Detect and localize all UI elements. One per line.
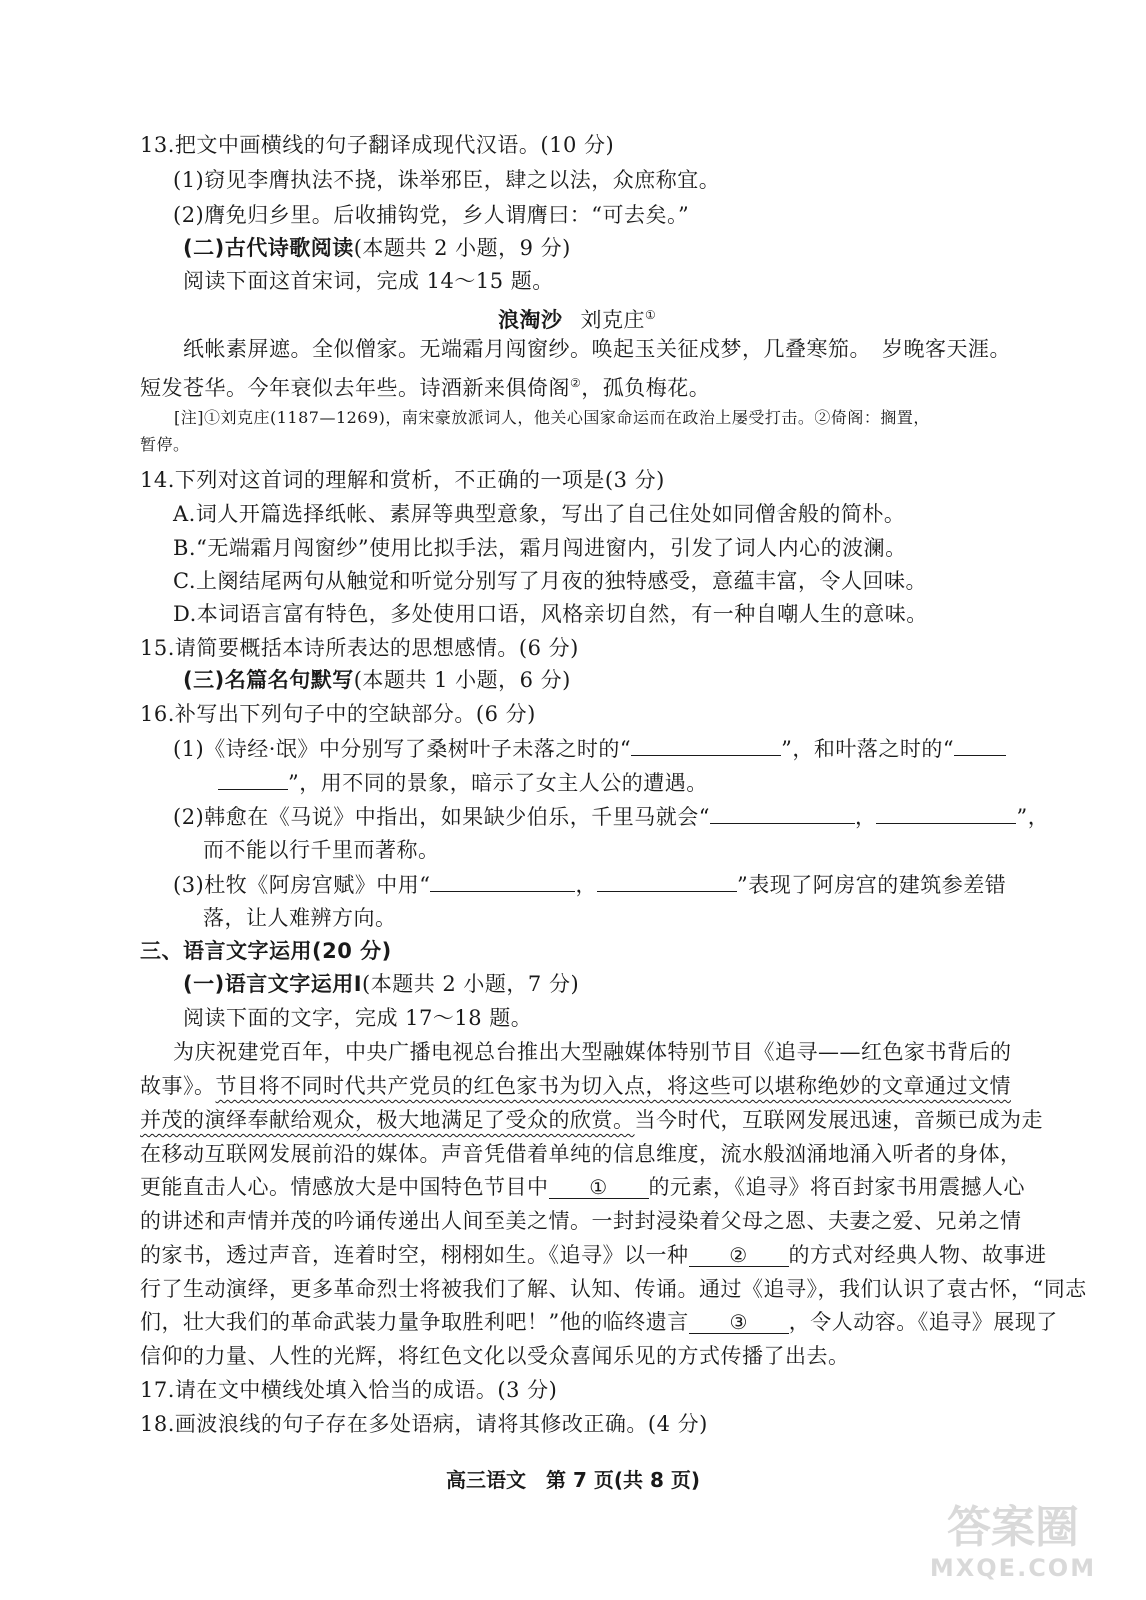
poem-line-2-part-a: 短发苍华。今年衰似去年些。诗酒新来俱倚阁: [140, 376, 570, 400]
passage-line-2-part-a: 故事》。: [140, 1074, 216, 1098]
passage-line-8: 行了生动演绎，更多革命烈士将被我们了解、认知、传诵。通过《追寻》，我们认识了袁古怀，“同志: [140, 1277, 1087, 1301]
passage-line-9-part-b: ，令人动容。《追寻》展现了: [788, 1310, 1058, 1334]
q16-item-1-text-b: ”，和叶落之时的“: [781, 737, 955, 761]
passage-line-5-part-a: 更能直击人心。情感放大是中国特色节目中: [140, 1175, 549, 1199]
section-2-heading: [183, 233, 571, 263]
answer-blank[interactable]: [218, 767, 288, 790]
passage-line-5: [140, 1172, 1025, 1202]
q13-stem: 13.把文中画横线的句子翻译成现代汉语。(10 分): [140, 133, 615, 157]
idiom-blank-3[interactable]: ③: [689, 1311, 789, 1334]
q16-item-1-line-2: [218, 767, 708, 798]
q13-sentence-2: (2)膺免归乡里。后收捕钩党，乡人谓膺曰：“可去矣。”: [173, 203, 690, 227]
section-3-title: (三)名篇名句默写: [183, 668, 354, 692]
passage-line-5-part-b: 的元素，《追寻》将百封家书用震撼人心: [648, 1175, 1025, 1199]
passage-line-7-part-a: 的家书，透过声音，连着时空，栩栩如生。《追寻》以一种: [140, 1243, 689, 1267]
passage-line-6: 的讲述和声情并茂的吟诵传递出人间至美之情。一封封浸染着父母之恩、夫妻之爱、兄弟之情: [140, 1209, 1022, 1233]
passage-line-3: [140, 1105, 1043, 1135]
poem-line-2: [140, 368, 710, 403]
q14-stem: 14.下列对这首词的理解和赏析，不正确的一项是(3 分): [140, 468, 665, 492]
wavy-underlined-sentence: 节目将不同时代共产党员的红色家书为切入点，将这些可以堪称绝妙的文章通过文情: [215, 1074, 1011, 1098]
idiom-blank-1[interactable]: ①: [549, 1176, 649, 1199]
page-footer: 高三语文 第 7 页(共 8 页): [446, 1468, 700, 1492]
section-3-heading: [183, 665, 571, 695]
answer-blank[interactable]: [597, 869, 737, 892]
passage-line-7: [140, 1240, 1047, 1270]
section-3-note: (本题共 1 小题，6 分): [353, 668, 571, 692]
answer-blank[interactable]: [710, 801, 855, 824]
subsection-1-instruction: 阅读下面的文字，完成 17～18 题。: [183, 1006, 533, 1030]
q16-item-2-text-b: ”，: [1016, 805, 1050, 829]
watermark-text-main: 答案圈: [947, 1502, 1079, 1553]
q16-item-2-comma: ，: [854, 805, 877, 829]
poem-title: 浪淘沙: [498, 308, 563, 332]
poem-author: 刘克庄: [580, 308, 645, 332]
subsection-1-note: (本题共 2 小题，7 分): [362, 972, 580, 996]
section-2-title: (二)古代诗歌阅读: [183, 236, 354, 260]
q16-item-1-text-c: ”，用不同的景象，暗示了女主人公的遭遇。: [288, 771, 708, 795]
answer-blank[interactable]: [876, 801, 1016, 824]
passage-line-3-part-b: 当今时代，互联网发展迅速，音频已成为走: [634, 1108, 1043, 1132]
q16-item-3-comma: ，: [575, 873, 597, 897]
passage-line-2: [140, 1071, 1011, 1101]
q16-item-3-line-1: [173, 869, 1006, 900]
q18-stem: 18.画波浪线的句子存在多处语病，请将其修改正确。(4 分): [140, 1412, 708, 1436]
passage-line-9-part-a: 们，壮大我们的革命武装力量争取胜利吧！”他的临终遗言: [140, 1310, 689, 1334]
poem-footnote-mark: ②: [570, 376, 582, 390]
poem-note-1: [注]①刘克庄(1187—1269)，南宋豪放派词人，他关心国家命运而在政治上屡受打击。②倚阁：搁置，: [174, 408, 930, 427]
q15-stem: 15.请简要概括本诗所表达的思想感情。(6 分): [140, 636, 579, 660]
poem-line-2-part-b: ，孤负梅花。: [581, 376, 711, 400]
subsection-1-title: (一)语言文字运用Ⅰ: [183, 972, 363, 996]
passage-line-1: 为庆祝建党百年，中央广播电视总台推出大型融媒体特别节目《追寻——红色家书背后的: [173, 1040, 1012, 1064]
q16-item-2-line-2: 而不能以行千里而著称。: [203, 838, 440, 862]
part-3-heading: 三、语言文字运用(20 分): [140, 939, 392, 963]
q16-item-2-text-a: (2)韩愈在《马说》中指出，如果缺少伯乐，千里马就会“: [173, 805, 710, 829]
passage-line-4: 在移动互联网发展前沿的媒体。声音凭借着单纯的信息维度，流水般汹涌地涌入听者的身体，: [140, 1142, 1022, 1166]
answer-blank[interactable]: [631, 733, 781, 756]
q16-item-3-line-2: 落，让人难辨方向。: [203, 906, 397, 930]
subsection-1-heading: [183, 969, 579, 999]
wavy-underlined-sentence: 并茂的演绎奉献给观众，极大地满足了受众的欣赏。: [140, 1108, 635, 1132]
section-2-instruction: 阅读下面这首宋词，完成 14～15 题。: [183, 269, 554, 293]
q16-item-3-text-b: ”表现了阿房宫的建筑参差错: [736, 873, 1007, 897]
idiom-blank-2[interactable]: ②: [689, 1244, 789, 1267]
poem-note-2: 暂停。: [140, 435, 190, 454]
q14-option-d: D.本词语言富有特色，多处使用口语，风格亲切自然，有一种自嘲人生的意味。: [173, 602, 928, 626]
q14-option-b: B.“无端霜月闯窗纱”使用比拟手法，霜月闯进窗内，引发了词人内心的波澜。: [173, 536, 907, 560]
passage-line-10: 信仰的力量、人性的光辉，将红色文化以受众喜闻乐见的方式传播了出去。: [140, 1344, 850, 1368]
q16-item-1-text-a: (1)《诗经·氓》中分别写了桑树叶子未落之时的“: [173, 737, 632, 761]
poem-heading: [498, 300, 656, 335]
q13-sentence-1: (1)窃见李膺执法不挠，诛举邪臣，肆之以法，众庶称宜。: [173, 168, 721, 192]
q16-item-1-line-1: [173, 733, 1006, 764]
q16-stem: 16.补写出下列句子中的空缺部分。(6 分): [140, 702, 536, 726]
watermark-logo: [908, 1496, 1118, 1582]
answer-blank[interactable]: [954, 733, 1006, 756]
author-footnote-mark: ①: [645, 308, 657, 322]
section-2-note: (本题共 2 小题，9 分): [353, 236, 571, 260]
q14-option-c: C.上阕结尾两句从触觉和听觉分别写了月夜的独特感受，意蕴丰富，令人回味。: [173, 569, 927, 593]
q16-item-2-line-1: [173, 801, 1049, 832]
passage-line-9: [140, 1307, 1058, 1337]
answer-blank[interactable]: [430, 869, 575, 892]
poem-line-1: 纸帐素屏遮。全似僧家。无端霜月闯窗纱。唤起玉关征戍梦，几叠寒笳。 岁晚客天涯。: [183, 337, 1011, 361]
passage-line-7-part-b: 的方式对经典人物、故事进: [788, 1243, 1047, 1267]
watermark-text-url: MXQE.COM: [929, 1554, 1097, 1582]
q16-item-3-text-a: (3)杜牧《阿房宫赋》中用“: [173, 873, 431, 897]
q14-option-a: A.词人开篇选择纸帐、素屏等典型意象，写出了自己住处如同僧舍般的简朴。: [173, 502, 906, 526]
q17-stem: 17.请在文中横线处填入恰当的成语。(3 分): [140, 1378, 558, 1402]
